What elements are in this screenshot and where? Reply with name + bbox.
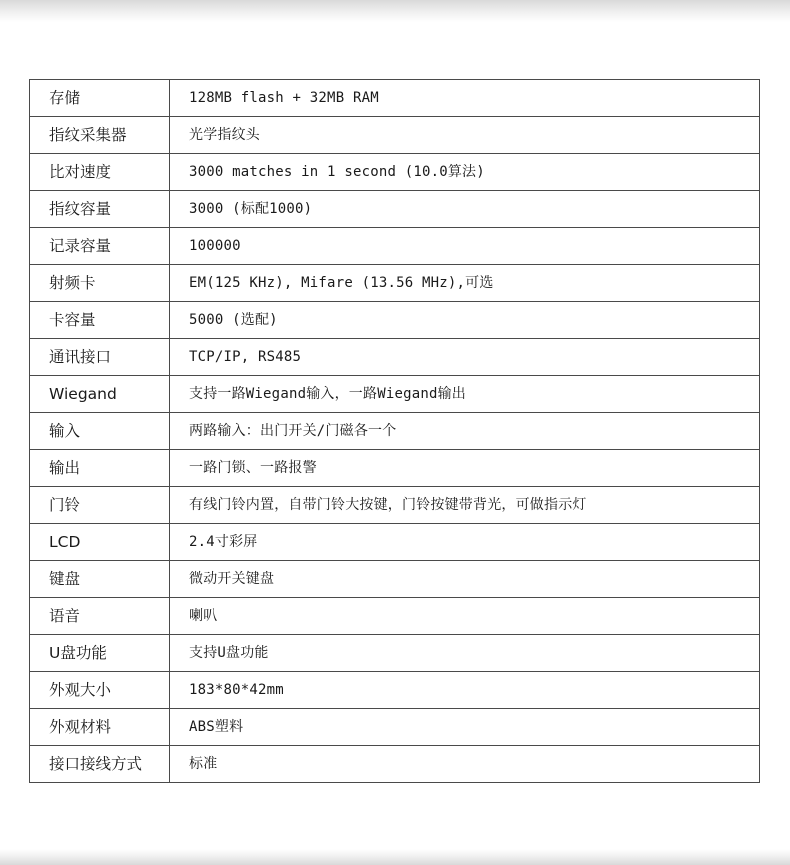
spec-label: LCD	[30, 524, 170, 561]
spec-label: Wiegand	[30, 376, 170, 413]
table-row	[30, 228, 760, 265]
spec-label: 外观大小	[30, 672, 170, 709]
table-row	[30, 746, 760, 783]
spec-value: 有线门铃内置，自带门铃大按键，门铃按键带背光，可做指示灯	[170, 487, 760, 524]
spec-value: ABS塑料	[170, 709, 760, 746]
spec-label: 键盘	[30, 561, 170, 598]
spec-label: 卡容量	[30, 302, 170, 339]
spec-label: 输入	[30, 413, 170, 450]
spec-value: 100000	[170, 228, 760, 265]
spec-value: 2.4寸彩屏	[170, 524, 760, 561]
spec-label: 输出	[30, 450, 170, 487]
spec-label: U盘功能	[30, 635, 170, 672]
spec-value: 一路门锁、一路报警	[170, 450, 760, 487]
table-row	[30, 191, 760, 228]
spec-value: 喇叭	[170, 598, 760, 635]
table-row	[30, 598, 760, 635]
spec-label: 记录容量	[30, 228, 170, 265]
spec-label: 存储	[30, 80, 170, 117]
spec-label: 外观材料	[30, 709, 170, 746]
spec-label: 通讯接口	[30, 339, 170, 376]
spec-value: 两路输入：出门开关/门磁各一个	[170, 413, 760, 450]
spec-label: 比对速度	[30, 154, 170, 191]
table-row	[30, 117, 760, 154]
spec-value: 3000 (标配1000)	[170, 191, 760, 228]
table-row	[30, 339, 760, 376]
table-row	[30, 672, 760, 709]
table-row	[30, 376, 760, 413]
spec-value: 标准	[170, 746, 760, 783]
bottom-shadow-band	[0, 849, 790, 865]
spec-label: 门铃	[30, 487, 170, 524]
spec-label: 指纹采集器	[30, 117, 170, 154]
table-row	[30, 450, 760, 487]
spec-label: 射频卡	[30, 265, 170, 302]
table-row	[30, 561, 760, 598]
top-shadow-band	[0, 0, 790, 22]
spec-value: 支持U盘功能	[170, 635, 760, 672]
table-row	[30, 635, 760, 672]
spec-value: TCP/IP, RS485	[170, 339, 760, 376]
spec-value: 微动开关键盘	[170, 561, 760, 598]
spec-value: 183*80*42mm	[170, 672, 760, 709]
table-row	[30, 265, 760, 302]
spec-label: 指纹容量	[30, 191, 170, 228]
spec-label: 接口接线方式	[30, 746, 170, 783]
table-row	[30, 487, 760, 524]
spec-value: 5000 (选配)	[170, 302, 760, 339]
table-row	[30, 524, 760, 561]
table-row	[30, 80, 760, 117]
table-row	[30, 302, 760, 339]
table-row	[30, 709, 760, 746]
spec-value: 支持一路Wiegand输入，一路Wiegand输出	[170, 376, 760, 413]
spec-value: EM(125 KHz), Mifare (13.56 MHz),可选	[170, 265, 760, 302]
spec-value: 128MB flash + 32MB RAM	[170, 80, 760, 117]
table-row	[30, 413, 760, 450]
spec-label: 语音	[30, 598, 170, 635]
spec-value: 3000 matches in 1 second (10.0算法)	[170, 154, 760, 191]
spec-value: 光学指纹头	[170, 117, 760, 154]
spec-table	[29, 79, 760, 783]
table-row	[30, 154, 760, 191]
